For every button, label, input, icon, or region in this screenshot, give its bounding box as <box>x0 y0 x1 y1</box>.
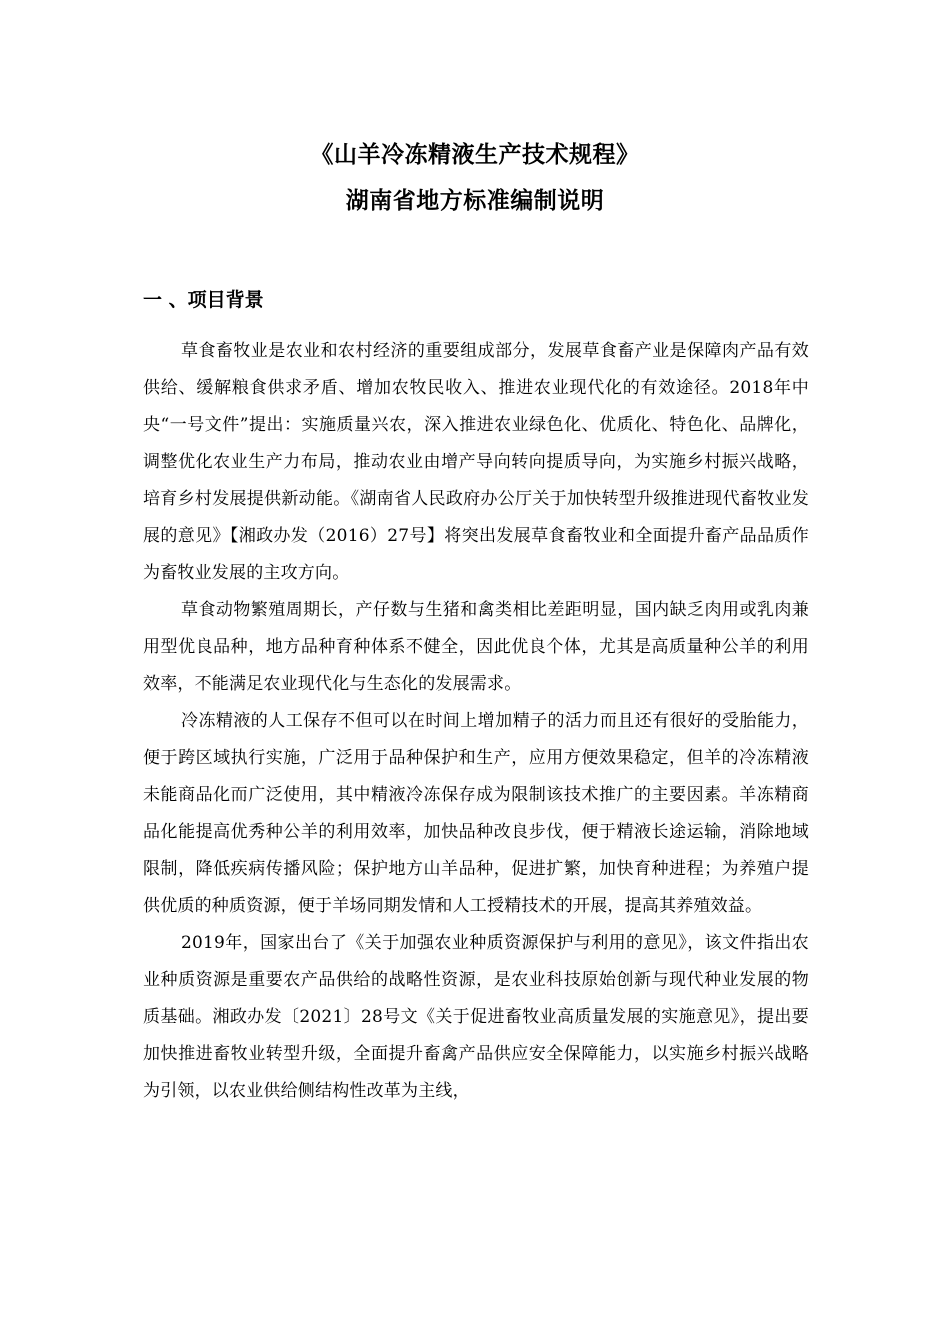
paragraph: 冷冻精液的人工保存不但可以在时间上增加精子的活力而且还有很好的受胎能力，便于跨区域执行实施，广泛用于品种保护和生产，应用方便效果稳定，但羊的冷冻精液未能商品化而广泛使用，其中精液冷冻保存成为限制该技术推广的主要因素。羊冻精商品化能提高优秀种公羊的利用效率，加快品种改良步伐，便于精液长途运输，消除地域限制，降低疾病传播风险；保护地方山羊品种，促进扩繁，加快育种进程；为养殖户提供优质的种质资源，便于羊场同期发情和人工授精技术的开展，提高其养殖效益。 <box>143 711 809 916</box>
document-subtitle: 湖南省地方标准编制说明 <box>345 188 605 214</box>
section-body <box>143 333 809 1110</box>
document-title: 《山羊冷冻精液生产技术规程》 <box>310 142 640 168</box>
paragraph: 草食畜牧业是农业和农村经济的重要组成部分，发展草食畜产业是保障肉产品有效供给、缓解粮食供求矛盾、增加农牧民收入、推进农业现代化的有效途径。2018年中央“一号文件”提出：实施质量兴农，深入推进农业绿色化、优质化、特色化、品牌化，调整优化农业生产力布局，推动农业由增产导向转向提质导向，为实施乡村振兴战略，培育乡村发展提供新动能。《湖南省人民政府办公厅关于加快转型升级推进现代畜牧业发展的意见》【湘政办发（2016）27号】将突出发展草食畜牧业和全面提升畜产品品质作为畜牧业发展的主攻方向。 <box>143 341 809 583</box>
section-heading: 一 、项目背景 <box>143 289 264 311</box>
paragraph: 草食动物繁殖周期长，产仔数与生猪和禽类相比差距明显，国内缺乏肉用或乳肉兼用型优良品种，地方品种育种体系不健全，因此优良个体，尤其是高质量种公羊的利用效率，不能满足农业现代化与生态化的发展需求。 <box>143 600 809 694</box>
paragraph: 2019年，国家出台了《关于加强农业种质资源保护与利用的意见》，该文件指出农业种质资源是重要农产品供给的战略性资源，是农业科技原始创新与现代种业发展的物质基础。湘政办发〔2021〕28号文《关于促进畜牧业高质量发展的实施意见》，提出要加快推进畜牧业转型升级，全面提升畜禽产品供应安全保障能力，以实施乡村振兴战略为引领，以农业供给侧结构性改革为主线， <box>143 933 809 1101</box>
title-block <box>0 132 950 224</box>
